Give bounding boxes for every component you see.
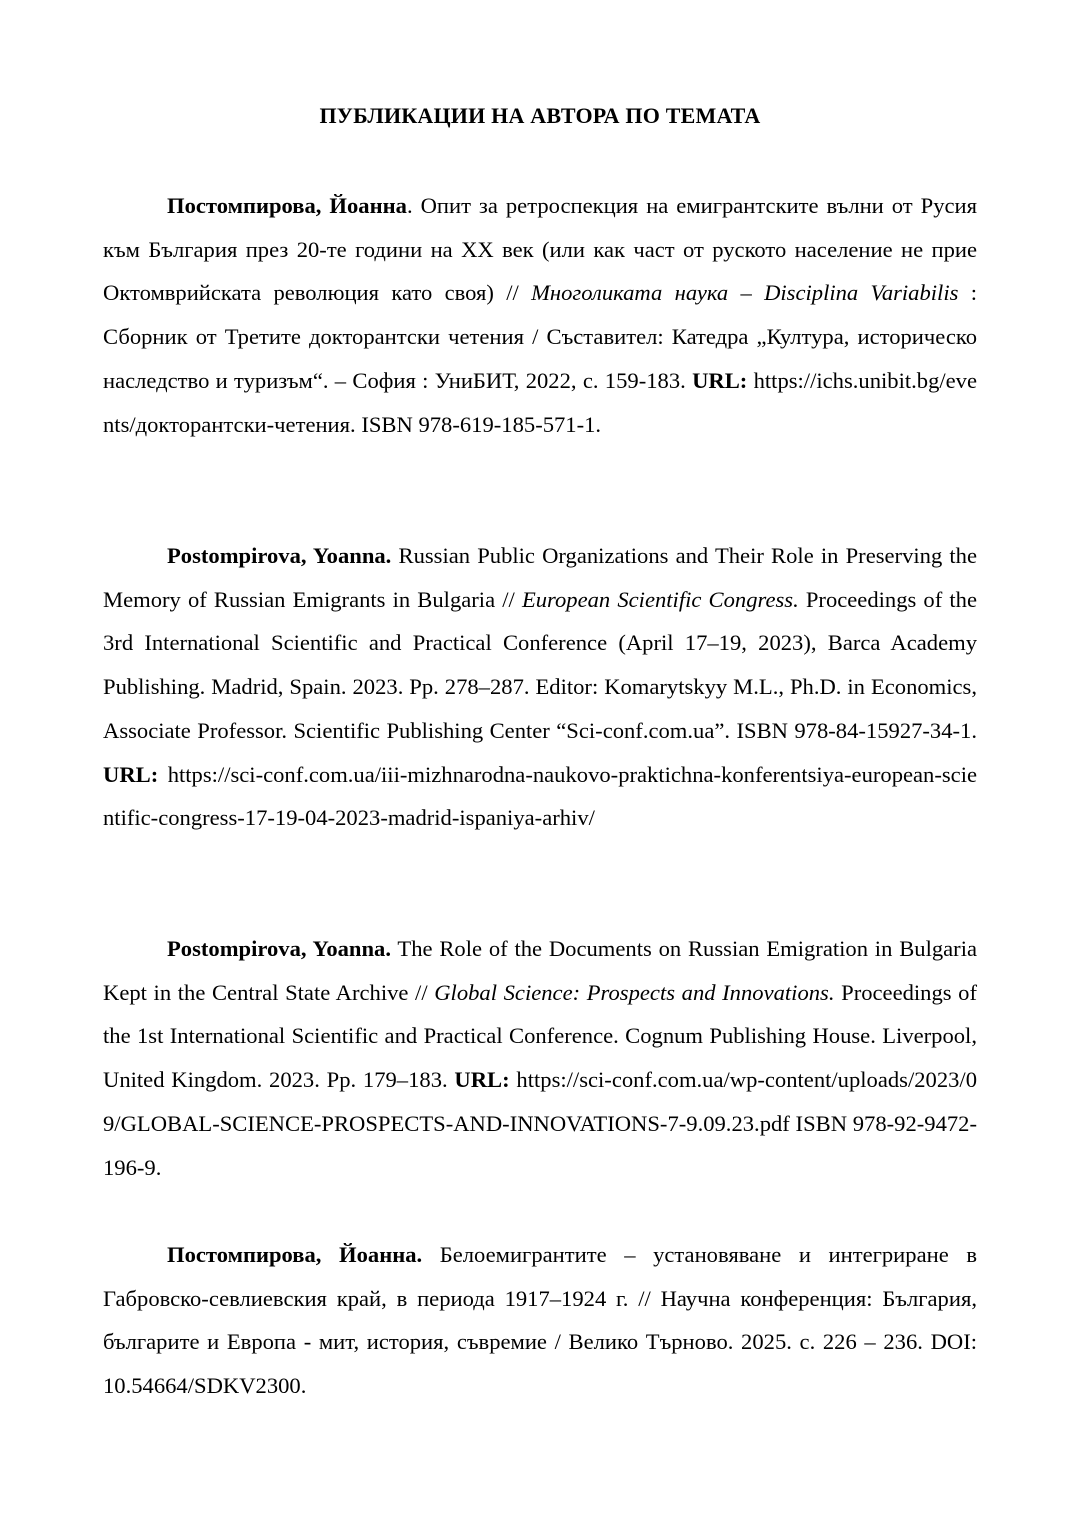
entry-text: . ISBN 978-619-185-571-1. xyxy=(350,411,602,437)
publication-entry xyxy=(103,184,977,446)
entry-author: Postompirova, Yoanna. xyxy=(167,936,391,961)
entry-text: Proceedings of the 1st International Scientific and Practical Conference. Cognum Publishing House. Liverpool, United Kingdom. 2023. Pp. 179–183. xyxy=(103,979,978,1093)
entry-text: Russian Public Organizations and Their Role in Preserving the Memory of Russian Emigrants in Bulgaria // xyxy=(103,543,977,612)
page-title: ПУБЛИКАЦИИ НА АВТОРА ПО ТЕМАТА xyxy=(319,103,761,128)
entry-author: Postompirova, Yoanna. xyxy=(167,543,392,568)
entry-text: Белоемигрантите – установяване и интегриране в Габровско-севлиевския край, в периода 1917–1924 г. // Научна конференция: България, българите и Европа - мит, история, съвремие / Велико Търново. 2025. с. 226 – 236. DOI: 10.54664/SDKV2300. xyxy=(103,1242,977,1399)
entry-url[interactable]: https://sci-conf.com.ua/wp-content/uploads/2023/09/GLOBAL-SCIENCE-PROSPECTS-AND-INNOVATIONS-7-9.09.23.pdf xyxy=(103,1067,978,1136)
url-label: URL: xyxy=(103,761,159,787)
url-label: URL: xyxy=(454,1067,510,1093)
entry-author: Постомпирова, Йоанна xyxy=(167,193,407,218)
publication-entry xyxy=(103,534,977,840)
entry-source-title: Многоликата наука – Disciplina Variabilis xyxy=(531,280,959,306)
entry-text: The Role of the Documents on Russian Emigration in Bulgaria Kept in the Central State Archive // xyxy=(103,936,977,1005)
entry-text: Proceedings of the 3rd International Scientific and Practical Conference (April 17–19, 2023), Barca Academy Publishing. Madrid, Spain. 2023. Pp. 278–287. Editor: Komarytskyy M.L., Ph.D. in Economics, Associate Professor. Scientific Publishing Center “Sci-conf.com.ua”. ISBN 978-84-15927-34-1. xyxy=(103,586,977,743)
entry-text: . Опит за ретроспекция на емигрантските вълни от Русия към България през 20-те години на XX век (или как част от руското население не прие Октомврийската революция като своя) // xyxy=(103,193,977,306)
entry-text: : Сборник от Третите докторантски четения / Съставител: Катедра „Култура, историческо наследство и туризъм“. – София : УниБИТ, 2022, с. 159-183. xyxy=(103,280,977,393)
entry-source-title: European Scientific Congress. xyxy=(521,586,799,612)
publication-entry xyxy=(103,1233,977,1408)
publication-entry xyxy=(103,927,977,1189)
url-label: URL: xyxy=(692,367,748,393)
entry-url[interactable]: https://sci-conf.com.ua/iii-mizhnarodna-naukovo-praktichna-konferentsiya-european-scientific-congress-17-19-04-2023-madrid-ispaniya-arhiv/ xyxy=(103,761,977,831)
entry-source-title: Global Science: Prospects and Innovations. xyxy=(434,979,835,1005)
entry-author: Постомпирова, Йоанна. xyxy=(167,1242,423,1267)
entry-text: ISBN 978-92-9472-196-9. xyxy=(103,1110,977,1180)
entry-url[interactable]: https://ichs.unibit.bg/events/докторантски-четения xyxy=(103,367,978,437)
